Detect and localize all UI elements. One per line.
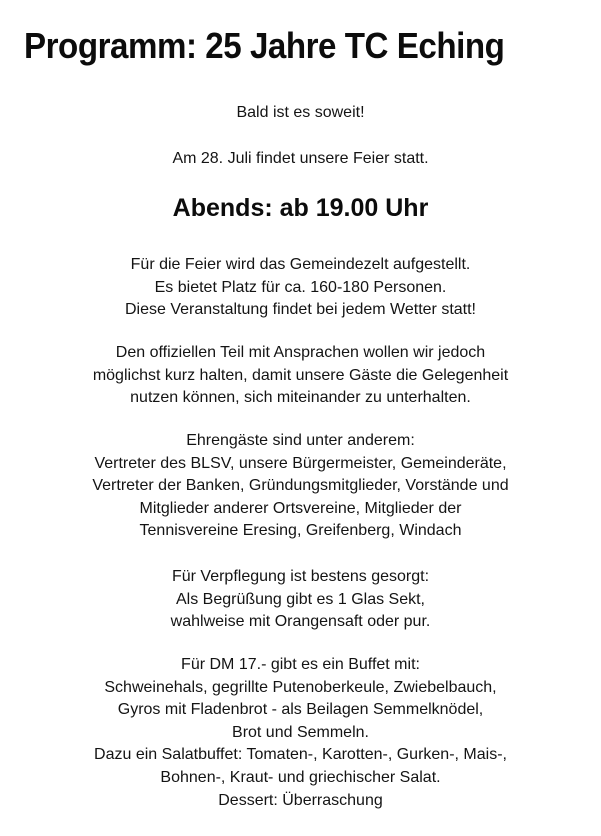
- paragraph-line: Diese Veranstaltung findet bei jedem Wetter statt!: [124, 301, 476, 319]
- tent-paragraph: [0, 254, 601, 322]
- paragraph-line: Mitglieder anderer Ortsvereine, Mitglieder der: [139, 499, 462, 517]
- date-paragraph: [0, 148, 601, 171]
- intro-line: Bald ist es soweit!: [236, 104, 365, 121]
- guests-paragraph: [0, 430, 601, 543]
- paragraph-line: nutzen können, sich miteinander zu unterhalten.: [130, 389, 471, 407]
- catering-paragraph: [0, 566, 601, 634]
- paragraph-line: Bohnen-, Kraut- und griechischer Salat.: [160, 768, 441, 786]
- paragraph-line: Brot und Semmeln.: [232, 723, 369, 741]
- paragraph-line: Für DM 17.- gibt es ein Buffet mit:: [181, 656, 420, 673]
- paragraph-line: Es bietet Platz für ca. 160-180 Personen.: [154, 278, 447, 296]
- date-line: Am 28. Juli findet unsere Feier statt.: [172, 150, 429, 167]
- event-time-headline: Abends: ab 19.00 Uhr: [172, 194, 429, 222]
- paragraph-line: Dessert: Überraschung: [218, 791, 383, 809]
- paragraph-line: Dazu ein Salatbuffet: Tomaten-, Karotten-, Gurken-, Mais-,: [94, 746, 507, 764]
- official-part-paragraph: [0, 342, 601, 410]
- paragraph-line: Vertreter der Banken, Gründungsmitglieder, Vorstände und: [92, 477, 509, 495]
- paragraph-line: Als Begrüßung gibt es 1 Glas Sekt,: [175, 590, 425, 608]
- paragraph-line: Schweinehals, gegrillte Putenoberkeule, Zwiebelbauch,: [104, 678, 497, 696]
- intro-paragraph: [0, 102, 601, 125]
- paragraph-line: Gyros mit Fladenbrot - als Beilagen Semmelknödel,: [117, 701, 484, 719]
- paragraph-line: möglichst kurz halten, damit unsere Gäste die Gelegenheit: [92, 366, 509, 384]
- paragraph-line: Ehrengäste sind unter anderem:: [186, 432, 415, 449]
- paragraph-line: Für die Feier wird das Gemeindezelt aufgestellt.: [130, 256, 471, 273]
- document-title: Programm: 25 Jahre TC Eching: [24, 25, 505, 66]
- paragraph-line: Den offiziellen Teil mit Ansprachen wollen wir jedoch: [115, 344, 486, 361]
- paragraph-line: Für Verpflegung ist bestens gesorgt:: [171, 568, 430, 585]
- paragraph-line: Vertreter des BLSV, unsere Bürgermeister, Gemeinderäte,: [94, 454, 507, 472]
- paragraph-line: wahlweise mit Orangensaft oder pur.: [170, 613, 431, 631]
- buffet-paragraph: [0, 654, 601, 812]
- paragraph-line: Tennisvereine Eresing, Greifenberg, Windach: [139, 522, 462, 540]
